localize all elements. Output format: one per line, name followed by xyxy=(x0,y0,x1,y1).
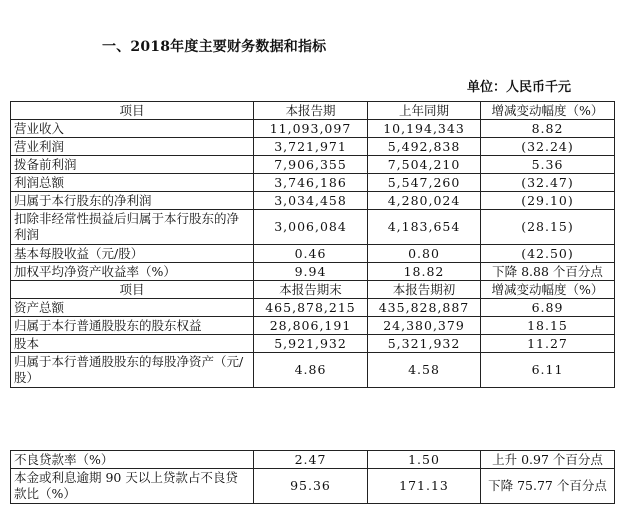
value-cell: 4,183,654 xyxy=(368,210,481,245)
change-cell: 上升 0.97 个百分点 xyxy=(481,451,615,469)
header-cell: 上年同期 xyxy=(368,102,481,120)
table-row xyxy=(11,174,615,192)
value-cell: 0.80 xyxy=(368,245,481,263)
item-cell: 基本每股收益（元/股） xyxy=(11,245,254,263)
item-cell: 营业利润 xyxy=(11,138,254,156)
table-row xyxy=(11,210,615,245)
change-cell: 6.89 xyxy=(481,299,615,317)
item-cell: 营业收入 xyxy=(11,120,254,138)
item-cell: 加权平均净资产收益率（%） xyxy=(11,263,254,281)
value-cell: 95.36 xyxy=(254,469,368,504)
change-cell: (32.47) xyxy=(481,174,615,192)
value-cell: 4,280,024 xyxy=(368,192,481,210)
value-cell: 3,721,971 xyxy=(254,138,368,156)
header-cell: 增减变动幅度（%） xyxy=(481,102,615,120)
table-row xyxy=(11,263,615,281)
item-cell: 本金或利息逾期 90 天以上贷款占不良贷款比（%） xyxy=(11,469,254,504)
unit-label: 单位：人民币千元 xyxy=(467,80,572,95)
table-header-row xyxy=(11,102,615,120)
asset-quality-table xyxy=(10,450,615,504)
table-row xyxy=(11,469,615,504)
value-cell: 10,194,343 xyxy=(368,120,481,138)
header-cell: 本报告期末 xyxy=(254,281,368,299)
value-cell: 9.94 xyxy=(254,263,368,281)
item-cell: 拨备前利润 xyxy=(11,156,254,174)
change-cell: 11.27 xyxy=(481,335,615,353)
table-row xyxy=(11,353,615,388)
value-cell: 28,806,191 xyxy=(254,317,368,335)
table-row xyxy=(11,156,615,174)
item-cell: 股本 xyxy=(11,335,254,353)
value-cell: 4.58 xyxy=(368,353,481,388)
change-cell: 5.36 xyxy=(481,156,615,174)
value-cell: 7,504,210 xyxy=(368,156,481,174)
value-cell: 465,878,215 xyxy=(254,299,368,317)
value-cell: 435,828,887 xyxy=(368,299,481,317)
value-cell: 24,380,379 xyxy=(368,317,481,335)
value-cell: 5,921,932 xyxy=(254,335,368,353)
change-cell: 下降 75.77 个百分点 xyxy=(481,469,615,504)
change-cell: 下降 8.88 个百分点 xyxy=(481,263,615,281)
value-cell: 5,492,838 xyxy=(368,138,481,156)
value-cell: 11,093,097 xyxy=(254,120,368,138)
table-header-row xyxy=(11,281,615,299)
value-cell: 3,034,458 xyxy=(254,192,368,210)
section-heading: 一、2018年度主要财务数据和指标 xyxy=(102,39,327,55)
header-cell: 项目 xyxy=(11,102,254,120)
header-cell: 本报告期 xyxy=(254,102,368,120)
table-row xyxy=(11,192,615,210)
item-cell: 归属于本行普通股股东的每股净资产（元/股） xyxy=(11,353,254,388)
value-cell: 4.86 xyxy=(254,353,368,388)
table-row xyxy=(11,245,615,263)
value-cell: 7,906,355 xyxy=(254,156,368,174)
value-cell: 5,321,932 xyxy=(368,335,481,353)
item-cell: 归属于本行股东的净利润 xyxy=(11,192,254,210)
table-row xyxy=(11,335,615,353)
item-cell: 资产总额 xyxy=(11,299,254,317)
value-cell: 171.13 xyxy=(368,469,481,504)
header-cell: 项目 xyxy=(11,281,254,299)
table-row xyxy=(11,299,615,317)
item-cell: 不良贷款率（%） xyxy=(11,451,254,469)
change-cell: 6.11 xyxy=(481,353,615,388)
header-cell: 增减变动幅度（%） xyxy=(481,281,615,299)
header-cell: 本报告期初 xyxy=(368,281,481,299)
item-cell: 扣除非经常性损益后归属于本行股东的净利润 xyxy=(11,210,254,245)
value-cell: 0.46 xyxy=(254,245,368,263)
change-cell: (32.24) xyxy=(481,138,615,156)
change-cell: (42.50) xyxy=(481,245,615,263)
value-cell: 18.82 xyxy=(368,263,481,281)
change-cell: 18.15 xyxy=(481,317,615,335)
table-row xyxy=(11,451,615,469)
value-cell: 5,547,260 xyxy=(368,174,481,192)
item-cell: 归属于本行普通股股东的股东权益 xyxy=(11,317,254,335)
change-cell: 8.82 xyxy=(481,120,615,138)
value-cell: 2.47 xyxy=(254,451,368,469)
table-row xyxy=(11,138,615,156)
change-cell: (29.10) xyxy=(481,192,615,210)
item-cell: 利润总额 xyxy=(11,174,254,192)
value-cell: 3,006,084 xyxy=(254,210,368,245)
table-row xyxy=(11,120,615,138)
value-cell: 1.50 xyxy=(368,451,481,469)
table-row xyxy=(11,317,615,335)
value-cell: 3,746,186 xyxy=(254,174,368,192)
financial-data-table xyxy=(10,101,615,388)
change-cell: (28.15) xyxy=(481,210,615,245)
